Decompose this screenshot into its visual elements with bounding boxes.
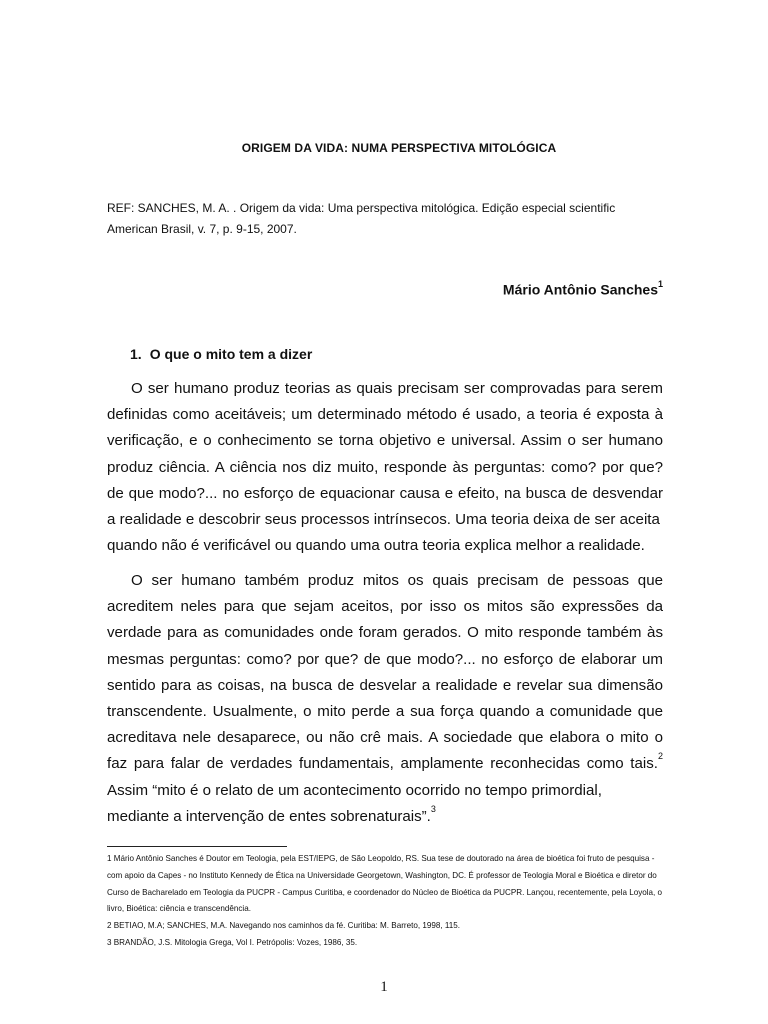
document-title: ORIGEM DA VIDA: NUMA PERSPECTIVA MITOLÓGICA <box>241 141 557 155</box>
section-heading <box>130 346 312 362</box>
footnote-1: 1 Mário Antônio Sanches é Doutor em Teologia, pela EST/IEPG, de São Leopoldo, RS. Sua tese de doutorado na área de bioética foi fruto de pesquisa - com apoio da Capes - no Instituto Kennedy de Ética na Universidade Georgetown, Washington, DC. É professor de Teologia Moral e Bioética e diretor do Curso de Bacharelado em Teologia da PUCPR - Campus Curitiba, e coordenador do Núcleo de Bioética da PUCPR. Lançou, recentemente, pela Loyola, o livro, Bioética: ciência e transcendência. <box>107 854 663 914</box>
reference-citation <box>107 198 667 240</box>
paragraph-1-last-line: quando não é verificável ou quando uma outra teoria explica melhor a realidade. <box>107 537 645 555</box>
reference-line-2: American Brasil, v. 7, p. 9-15, 2007. <box>107 222 297 236</box>
footnote-mark-3: 3 <box>430 803 436 814</box>
paragraph-2-text-continued: Assim “mito é o relato de um acontecimento ocorrido no tempo primordial, <box>107 781 602 799</box>
section-title: O que o mito tem a dizer <box>149 346 313 362</box>
author-name <box>503 281 663 298</box>
author-name-text: Mário Antônio Sanches <box>502 281 658 298</box>
paragraph-2-text: O ser humano também produz mitos os quais precisam de pessoas que acreditem neles para que sejam aceitos, por isso os mitos são expressões da verdade para as comunidades onde foram gerados. O mito responde também às mesmas perguntas: como? por que? de que modo?... no esforço de elaborar um sentido para as coisas, na busca de desvelar a realidade e revelar sua dimensão transcendente. Usualmente, o mito perde a sua força quando a comunidade que acreditava nele desaparece, ou não crê mais. A sociedade que elabora o mito o faz para falar de verdades fundamentais, amplamente reconhecidas como tais. <box>107 572 663 773</box>
paragraph-1-text: O ser humano produz teorias as quais precisam ser comprovadas para serem definidas como aceitáveis; um determinado método é usado, a teoria é exposta à verificação, e o conhecimento se torna objetivo e universal. Assim o ser humano produz ciência. A ciência nos diz muito, responde às perguntas: como? por que? de que modo?... no esforço de equacionar causa e efeito, na busca de desvendar a realidade e descobrir seus processos intrínsecos. Uma teoria deixa de ser aceita <box>107 380 663 529</box>
footnote-2: 2 BETIAO, M.A; SANCHES, M.A. Navegando nos caminhos da fé. Curitiba: M. Barreto, 1998, 115. <box>107 921 460 931</box>
footnote-mark-2: 2 <box>657 751 663 762</box>
paragraph-1 <box>107 376 663 559</box>
footnote-3: 3 BRANDÃO, J.S. Mitologia Grega, Vol I. Petrópolis: Vozes, 1986, 35. <box>107 937 358 947</box>
footnote-separator <box>107 846 287 847</box>
author-footnote-mark: 1 <box>657 279 663 289</box>
footnotes-list <box>107 851 663 952</box>
paragraph-2-last-line-text: mediante a intervenção de entes sobrenaturais”. <box>107 807 431 825</box>
page-number: 1 <box>380 979 388 995</box>
paragraph-2-last-line <box>107 804 663 830</box>
section-number: 1. <box>130 346 142 362</box>
reference-line-1: REF: SANCHES, M. A. . Origem da vida: Uma perspectiva mitológica. Edição especial scientific <box>107 201 616 215</box>
paragraph-2 <box>107 568 663 830</box>
